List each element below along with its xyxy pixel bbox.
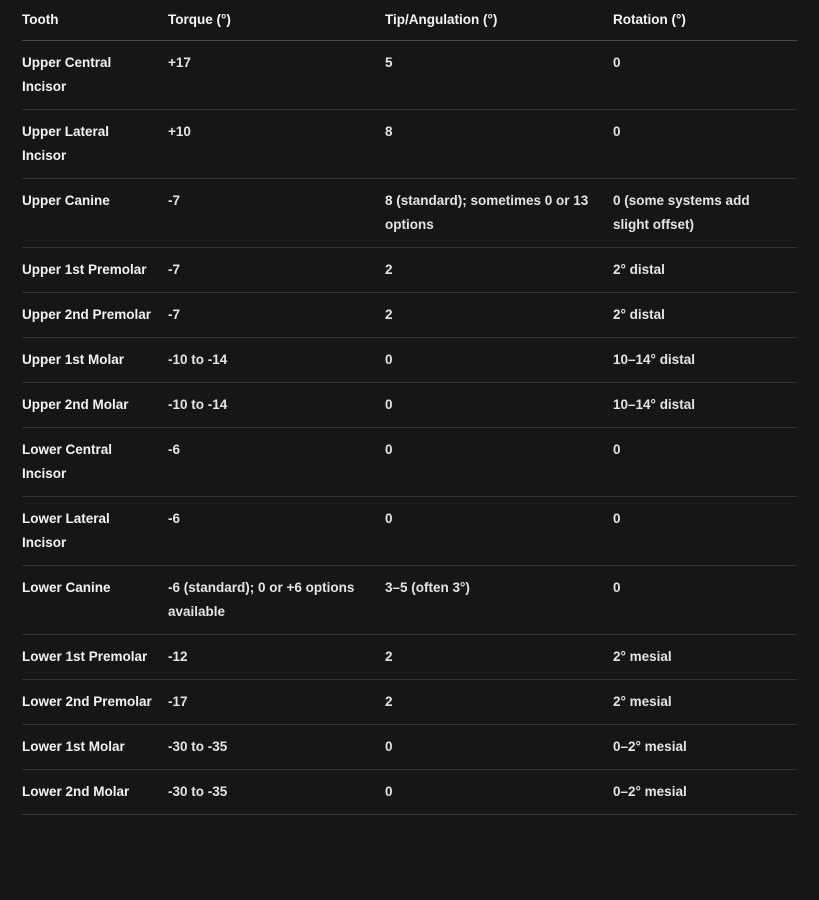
tooth-name-cell: Lower 2nd Molar — [22, 770, 168, 815]
value-cell: 0 — [385, 725, 613, 770]
table-body — [22, 41, 797, 815]
value-cell: 0 — [385, 383, 613, 428]
value-cell: -7 — [168, 293, 385, 338]
value-cell: 2° distal — [613, 293, 797, 338]
value-cell: +10 — [168, 110, 385, 179]
value-cell: 0 — [613, 566, 797, 635]
value-cell: 0 — [613, 110, 797, 179]
value-cell: -30 to -35 — [168, 725, 385, 770]
value-cell: 0 (some systems add slight offset) — [613, 179, 797, 248]
value-cell: -7 — [168, 179, 385, 248]
value-cell: -30 to -35 — [168, 770, 385, 815]
table-row — [22, 635, 797, 680]
value-cell: -7 — [168, 248, 385, 293]
table-row — [22, 293, 797, 338]
tooth-name-cell: Upper Canine — [22, 179, 168, 248]
value-cell: 2° distal — [613, 248, 797, 293]
table-row — [22, 497, 797, 566]
value-cell: 2° mesial — [613, 635, 797, 680]
table-row — [22, 566, 797, 635]
tooth-name-cell: Upper 1st Premolar — [22, 248, 168, 293]
tooth-name-cell: Upper Central Incisor — [22, 41, 168, 110]
column-header-tooth: Tooth — [22, 0, 168, 41]
header-row — [22, 0, 797, 41]
tooth-name-cell: Lower 1st Molar — [22, 725, 168, 770]
value-cell: 2 — [385, 635, 613, 680]
value-cell: 0 — [613, 41, 797, 110]
value-cell: -6 (standard); 0 or +6 options available — [168, 566, 385, 635]
value-cell: 2 — [385, 293, 613, 338]
table-row — [22, 428, 797, 497]
tooth-name-cell: Lower Canine — [22, 566, 168, 635]
value-cell: 8 (standard); sometimes 0 or 13 options — [385, 179, 613, 248]
table-row — [22, 725, 797, 770]
column-header-torque: Torque (°) — [168, 0, 385, 41]
value-cell: +17 — [168, 41, 385, 110]
value-cell: 10–14° distal — [613, 338, 797, 383]
tooth-name-cell: Lower Lateral Incisor — [22, 497, 168, 566]
table-row — [22, 41, 797, 110]
table-row — [22, 179, 797, 248]
value-cell: -12 — [168, 635, 385, 680]
table-row — [22, 680, 797, 725]
value-cell: 2 — [385, 680, 613, 725]
tooth-name-cell: Lower 2nd Premolar — [22, 680, 168, 725]
tooth-name-cell: Upper 2nd Molar — [22, 383, 168, 428]
value-cell: 0 — [613, 428, 797, 497]
value-cell: 10–14° distal — [613, 383, 797, 428]
value-cell: 0 — [385, 770, 613, 815]
value-cell: -10 to -14 — [168, 338, 385, 383]
table-header — [22, 0, 797, 41]
value-cell: 5 — [385, 41, 613, 110]
value-cell: 0 — [385, 428, 613, 497]
value-cell: 0 — [385, 497, 613, 566]
tooth-name-cell: Upper 1st Molar — [22, 338, 168, 383]
value-cell: -17 — [168, 680, 385, 725]
value-cell: 2° mesial — [613, 680, 797, 725]
value-cell: 0–2° mesial — [613, 770, 797, 815]
table-row — [22, 338, 797, 383]
value-cell: 3–5 (often 3°) — [385, 566, 613, 635]
value-cell: 0 — [385, 338, 613, 383]
table-row — [22, 110, 797, 179]
tooth-name-cell: Lower 1st Premolar — [22, 635, 168, 680]
value-cell: 8 — [385, 110, 613, 179]
tooth-name-cell: Lower Central Incisor — [22, 428, 168, 497]
table-row — [22, 383, 797, 428]
value-cell: 0 — [613, 497, 797, 566]
column-header-rotation: Rotation (°) — [613, 0, 797, 41]
tooth-name-cell: Upper 2nd Premolar — [22, 293, 168, 338]
value-cell: -6 — [168, 497, 385, 566]
value-cell: -6 — [168, 428, 385, 497]
table-row — [22, 248, 797, 293]
value-cell: 2 — [385, 248, 613, 293]
value-cell: 0–2° mesial — [613, 725, 797, 770]
column-header-tip-angulation: Tip/Angulation (°) — [385, 0, 613, 41]
value-cell: -10 to -14 — [168, 383, 385, 428]
table-row — [22, 770, 797, 815]
tooth-name-cell: Upper Lateral Incisor — [22, 110, 168, 179]
prescription-table — [22, 0, 797, 815]
